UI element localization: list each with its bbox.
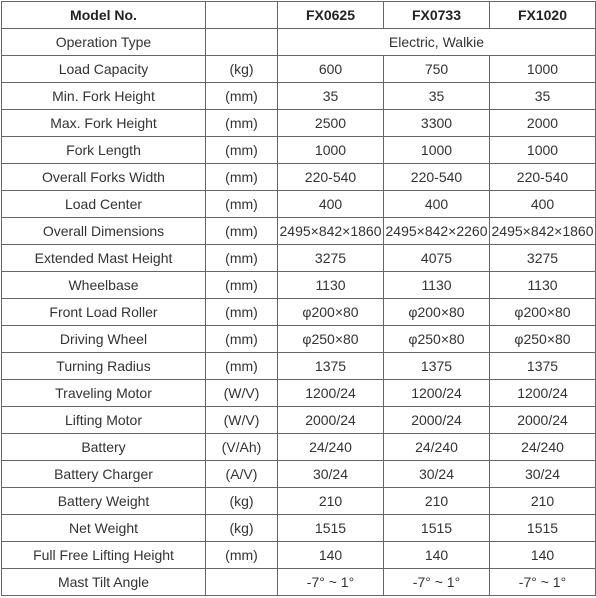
row-unit: (mm) <box>206 83 278 110</box>
spec-row <box>2 407 596 434</box>
row-unit: (kg) <box>206 515 278 542</box>
model-name: FX1020 <box>490 2 596 29</box>
row-label: Turning Radius <box>2 353 206 380</box>
row-value: 140 <box>384 542 490 569</box>
row-value: -7° ~ 1° <box>490 569 596 596</box>
row-label: Overall Forks Width <box>2 164 206 191</box>
row-value: 210 <box>384 488 490 515</box>
row-value: φ200×80 <box>278 299 384 326</box>
row-unit: (mm) <box>206 326 278 353</box>
row-value: 24/240 <box>278 434 384 461</box>
row-unit: (mm) <box>206 542 278 569</box>
spec-row <box>2 245 596 272</box>
row-value: 3275 <box>278 245 384 272</box>
row-label: Front Load Roller <box>2 299 206 326</box>
row-value: 400 <box>384 191 490 218</box>
row-value: φ200×80 <box>384 299 490 326</box>
row-value: φ200×80 <box>490 299 596 326</box>
spec-row <box>2 191 596 218</box>
row-value: 30/24 <box>490 461 596 488</box>
row-unit: (mm) <box>206 110 278 137</box>
row-value: 2000 <box>490 110 596 137</box>
spec-row <box>2 164 596 191</box>
row-value: 1200/24 <box>384 380 490 407</box>
row-value: 4075 <box>384 245 490 272</box>
row-value: 2495×842×1860 <box>278 218 384 245</box>
row-value: φ250×80 <box>278 326 384 353</box>
row-value: 1130 <box>490 272 596 299</box>
row-value: 1000 <box>490 56 596 83</box>
header-row <box>2 2 596 29</box>
row-value: 2495×842×2260 <box>384 218 490 245</box>
model-name: FX0625 <box>278 2 384 29</box>
row-unit: (mm) <box>206 137 278 164</box>
row-value: 210 <box>278 488 384 515</box>
row-label: Net Weight <box>2 515 206 542</box>
spec-row <box>2 488 596 515</box>
row-label: Fork Length <box>2 137 206 164</box>
row-label: Full Free Lifting Height <box>2 542 206 569</box>
row-value: 1515 <box>384 515 490 542</box>
row-unit: (mm) <box>206 272 278 299</box>
row-unit: (mm) <box>206 218 278 245</box>
row-value: 210 <box>490 488 596 515</box>
row-value: -7° ~ 1° <box>384 569 490 596</box>
spec-row <box>2 434 596 461</box>
spec-table-body <box>2 2 596 596</box>
row-value: 140 <box>278 542 384 569</box>
row-value: 400 <box>278 191 384 218</box>
row-label: Max. Fork Height <box>2 110 206 137</box>
row-value: 1200/24 <box>490 380 596 407</box>
row-value: -7° ~ 1° <box>278 569 384 596</box>
row-unit: (kg) <box>206 56 278 83</box>
row-value: φ250×80 <box>384 326 490 353</box>
row-value: 1375 <box>278 353 384 380</box>
spec-row <box>2 272 596 299</box>
row-value: 35 <box>490 83 596 110</box>
spec-row <box>2 542 596 569</box>
model-name: FX0733 <box>384 2 490 29</box>
row-label: Load Center <box>2 191 206 218</box>
spec-row <box>2 83 596 110</box>
row-unit: (mm) <box>206 164 278 191</box>
operation-type-value: Electric, Walkie <box>278 29 596 56</box>
row-unit: (mm) <box>206 353 278 380</box>
row-value: 35 <box>384 83 490 110</box>
row-unit: (W/V) <box>206 407 278 434</box>
row-label: Wheelbase <box>2 272 206 299</box>
row-unit <box>206 569 278 596</box>
spec-row <box>2 569 596 596</box>
spec-row <box>2 218 596 245</box>
row-value: 1000 <box>278 137 384 164</box>
spec-row <box>2 299 596 326</box>
row-value: 1000 <box>384 137 490 164</box>
row-value: 1000 <box>490 137 596 164</box>
row-unit: (mm) <box>206 299 278 326</box>
row-value: φ250×80 <box>490 326 596 353</box>
spec-row <box>2 461 596 488</box>
row-label: Min. Fork Height <box>2 83 206 110</box>
row-value: 1515 <box>490 515 596 542</box>
row-unit: (kg) <box>206 488 278 515</box>
row-label: Battery <box>2 434 206 461</box>
row-label: Load Capacity <box>2 56 206 83</box>
row-value: 1200/24 <box>278 380 384 407</box>
row-value: 2000/24 <box>384 407 490 434</box>
row-label: Battery Weight <box>2 488 206 515</box>
row-value: 1130 <box>278 272 384 299</box>
spec-row <box>2 353 596 380</box>
row-value: 1375 <box>384 353 490 380</box>
operation-type-row <box>2 29 596 56</box>
row-value: 220-540 <box>278 164 384 191</box>
row-value: 220-540 <box>384 164 490 191</box>
spec-row <box>2 137 596 164</box>
row-value: 24/240 <box>384 434 490 461</box>
row-label: Lifting Motor <box>2 407 206 434</box>
row-value: 2495×842×1860 <box>490 218 596 245</box>
row-value: 1130 <box>384 272 490 299</box>
row-label: Extended Mast Height <box>2 245 206 272</box>
row-value: 3300 <box>384 110 490 137</box>
row-unit: (mm) <box>206 191 278 218</box>
spec-row <box>2 326 596 353</box>
row-unit: (V/Ah) <box>206 434 278 461</box>
spec-row <box>2 380 596 407</box>
spec-table <box>1 1 596 596</box>
row-value: 30/24 <box>384 461 490 488</box>
row-value: 400 <box>490 191 596 218</box>
header-label: Model No. <box>2 2 206 29</box>
row-value: 2000/24 <box>278 407 384 434</box>
header-unit <box>206 2 278 29</box>
row-label: Overall Dimensions <box>2 218 206 245</box>
row-value: 1515 <box>278 515 384 542</box>
spec-row <box>2 110 596 137</box>
row-value: 3275 <box>490 245 596 272</box>
row-label: Mast Tilt Angle <box>2 569 206 596</box>
row-unit <box>206 29 278 56</box>
row-label: Traveling Motor <box>2 380 206 407</box>
row-value: 35 <box>278 83 384 110</box>
row-value: 2500 <box>278 110 384 137</box>
row-value: 30/24 <box>278 461 384 488</box>
row-unit: (mm) <box>206 245 278 272</box>
row-value: 140 <box>490 542 596 569</box>
row-value: 750 <box>384 56 490 83</box>
spec-row <box>2 56 596 83</box>
row-label: Operation Type <box>2 29 206 56</box>
row-label: Driving Wheel <box>2 326 206 353</box>
row-value: 1375 <box>490 353 596 380</box>
spec-row <box>2 515 596 542</box>
row-value: 2000/24 <box>490 407 596 434</box>
row-unit: (W/V) <box>206 380 278 407</box>
row-unit: (A/V) <box>206 461 278 488</box>
row-value: 600 <box>278 56 384 83</box>
row-label: Battery Charger <box>2 461 206 488</box>
row-value: 24/240 <box>490 434 596 461</box>
row-value: 220-540 <box>490 164 596 191</box>
